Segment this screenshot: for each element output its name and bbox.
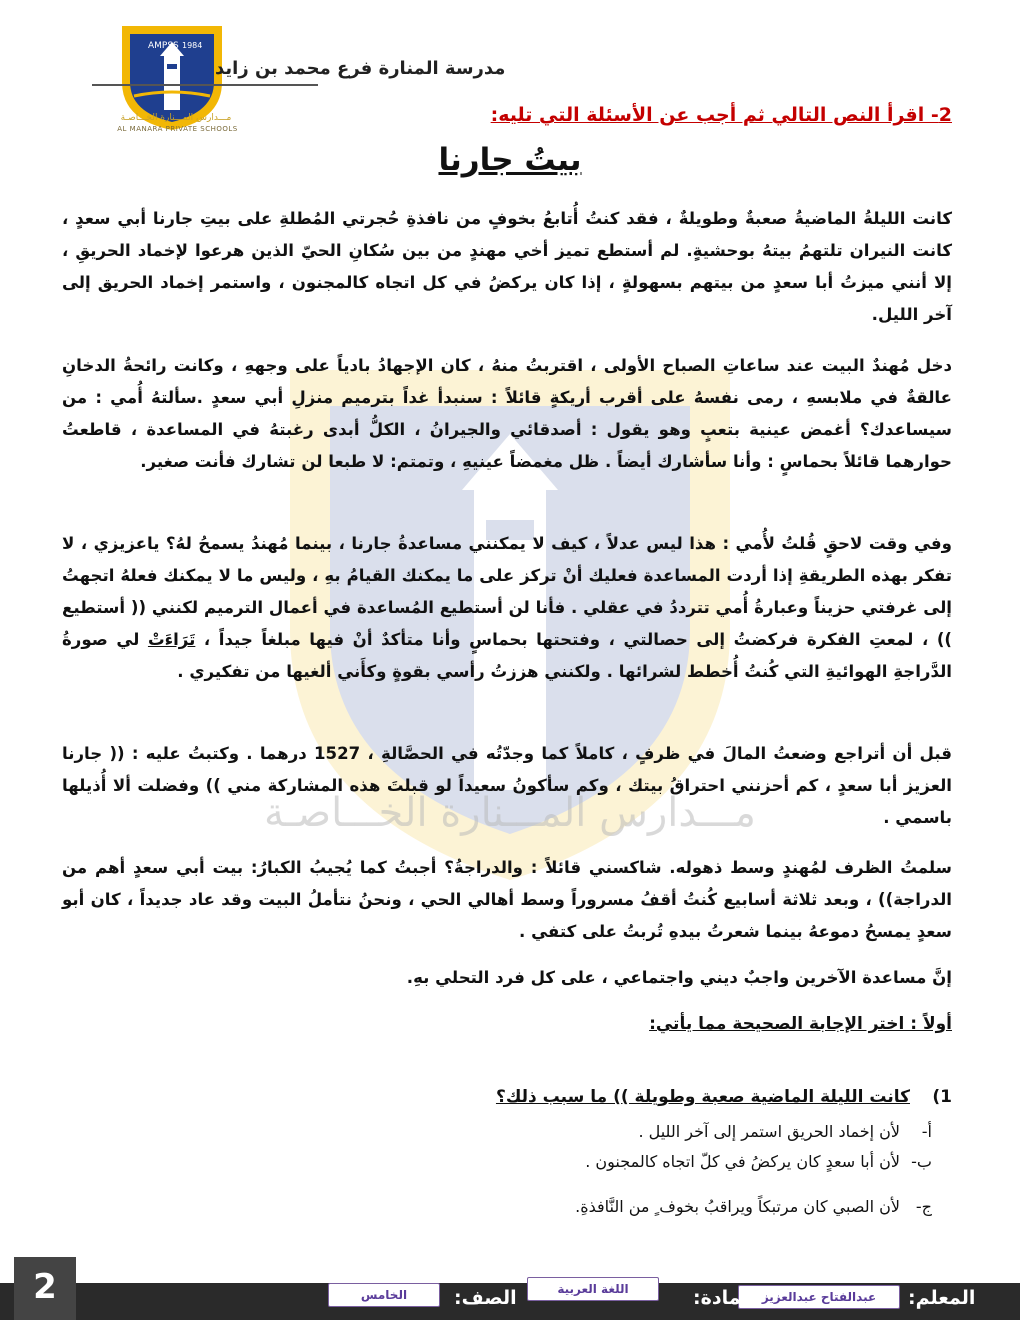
passage-title: بيتُ جارنا: [438, 142, 582, 178]
logo-english-caption: AL MANARA PRIVATE SCHOOLS: [117, 125, 238, 133]
paragraph-3-part-2: لي صورةُ الدَّراجةِ الهوائيةِ التي كُنتُ أُخطط لشرائها . ولكنني هززتُ رأسي بقوةٍ وكأَني ألغيها من تفكيري .: [62, 630, 952, 681]
option-a[interactable]: [638, 1122, 932, 1141]
paragraph-1: كانت الليلةُ الماضيةُ صعبةٌ وطويلةٌ ، فقد كنتُ أُتابعُ بخوفٍ من نافذةِ حُجرتي المُطلةِ على بيتِ جارنا أبي سعدٍ ، كانت النيران تلتهمُ بيتهُ بوحشيةٍ. لم أستطع تميز أخي مهندٍ من بين سُكانِ الحيّ الذين هرعوا لإخماد الحريقِ ، إلا أنني ميزتُ أبا سعدٍ من بيتهم بسهولةٍ ، إذا كان يركضُ في كل اتجاه كالمجنون ، واستمر إخماد الحريق إلى آخر الليل.: [62, 209, 952, 324]
option-text: لأن إخماد الحريق استمر إلى آخر الليل .: [638, 1122, 900, 1141]
paragraph-3-part-1: وفي وقت لاحقٍ قُلتُ لأُمي : هذا ليس عدلاً ، كيف لا يمكنني مساعدةُ جارنا ، بينما مُهندُ يسمحُ لهُ؟ ياعزيزي ، لا تفكر بهذه الطريقةِ إذا أردت المساعدة فعليك أنْ تركز على ما يمكنك القيامُ بهِ ، وليس ما لا يمكنك فعلهُ اتجهتُ إلى غرفتي حزيناً وعبارةُ أُمي تترددُ في عقلي . فأنا لن أستطيع المُساعدة في أعمال الترميم لكنني (( أستطيع )) ، لمعتِ الفكرة فركضتُ إلى حصالتي ، وفتحتها بحماسٍ وأنا متأكدٌ أنْ فيها مبلغاً جيداً ،: [62, 534, 952, 649]
instruction-heading: 2- اقرأ النص التالي ثم أجب عن الأسئلة التي تليه:: [490, 104, 952, 126]
question-text: كانت الليلة الماضية صعبة وطويلة )) ما سبب ذلك؟: [495, 1087, 910, 1107]
logo-ampss: AMPSS: [148, 41, 179, 51]
grade-label: الصف:: [454, 1287, 517, 1309]
question-1: [496, 1087, 952, 1107]
option-b[interactable]: [585, 1152, 932, 1171]
subject-field[interactable]: اللغة العربية: [527, 1277, 659, 1301]
grade-field[interactable]: الخامس: [328, 1283, 440, 1307]
option-text: لأن الصبي كان مرتبكاً ويراقبُ بخوف ٍ من النَّافذةِ.: [575, 1197, 900, 1216]
paragraph-3: [62, 528, 952, 688]
paragraph-4: قبل أن أتراجع وضعتُ المالَ في ظرفٍ ، كاملاً كما وجدّتُه في الحصَّالةِ ، 1527 درهما . وكتبتُ عليه : (( جارنا العزيز أبا سعدٍ ، كم أحزنني احتراقُ بيتك ، وكم سأكونُ سعيداً لو قبلتَ هذه المشاركة مني )) وفضلت ألا أُذيلها باسمي .: [62, 744, 952, 827]
watermark-text: مـــدارس المـــنارة الخـــاصـة: [264, 790, 756, 836]
subject-label: المادة:: [693, 1287, 756, 1309]
teacher-label: المعلم:: [908, 1287, 976, 1309]
teacher-field[interactable]: عبدالفتاح عبدالعزيز: [738, 1285, 900, 1309]
option-letter: ج-: [915, 1197, 932, 1216]
paragraph-2: دخل مُهندٌ البيت عند ساعاتِ الصباح الأولى ، اقتربتُ منهُ ، كان الإجهادُ بادياً على وجههِ ، وكانت رائحةُ الدخانِ عالقةٌ في ملابسهِ ، رمى نفسهُ على أقرب أريكةٍ قائلاً : سنبدأ غداً بترميم منزلِ أبي سعدٍ .سألتهُ أُمي : من سيساعدك؟ أغمض عينية بتعبٍ وهو يقول : أصدقائي والجيرانُ ، الكلُّ أبدى رغبتهُ في المساعدة ، قاطعتُ حوارهما قائلاً بحماسٍ : وأنا سأشارك أيضاً . ظل مغمضاً عينيهِ ، وتمتم: لا طبعا لن تشارك فأنت صغير.: [62, 356, 952, 471]
page-number: 2: [14, 1257, 76, 1320]
option-text: لأن أبا سعدٍ كان يركضُ في كلّ اتجاه كالمجنون .: [585, 1152, 900, 1171]
paragraph-6: إنَّ مساعدة الآخرين واجبٌ ديني واجتماعي ، على كل فرد التحلي بهِ.: [406, 968, 952, 987]
option-c[interactable]: [575, 1197, 932, 1216]
question-number: 1): [932, 1087, 952, 1107]
header-divider: [92, 84, 318, 86]
paragraph-5: سلمتُ الظرف لمُهندٍ وسط ذهوله. شاكسني قائلاً : والدراجةُ؟ أجبتُ كما يُجيبُ الكبارُ: بيت أبي سعدٍ أهم من الدراجة)) ، وبعد ثلاثة أسابيع كُنتُ أقفُ مسروراً وسط أهالي الحي ، ونحنُ نتأملُ البيت وقد عاد جديداً ، كان أبو سعدٍ يمسحُ دموعهُ بينما شعرتُ بيدهِ تُربتُ على كتفي .: [62, 858, 952, 941]
option-letter: أ-: [921, 1122, 932, 1141]
logo-year: 1984: [182, 41, 203, 50]
option-letter: ب-: [911, 1152, 932, 1171]
school-name: مدرسة المنارة فرع محمد بن زايد: [215, 58, 506, 79]
underlined-word: تَرَاءَتْ: [147, 630, 196, 649]
logo-arabic-caption: مـــدارس المـــنارة الخـــاصـة: [120, 113, 232, 123]
section-heading: أولاً : اختر الإجابة الصحيحة مما يأتي:: [649, 1014, 952, 1034]
